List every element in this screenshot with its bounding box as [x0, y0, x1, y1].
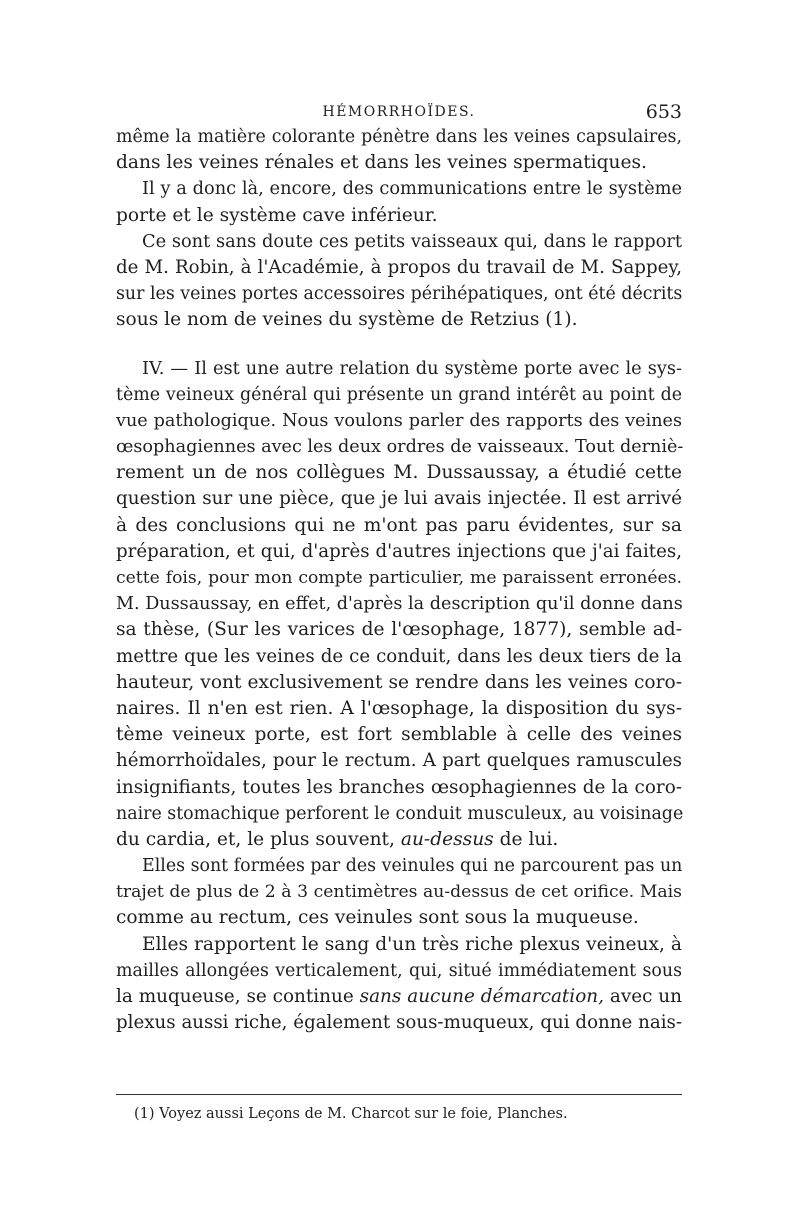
text-segment: avec un: [609, 986, 682, 1007]
text-line: hémorrhoïdales, pour le rectum. A part quelques ramuscules: [116, 750, 682, 772]
running-title: HÉMORRHOÏDES.: [322, 104, 476, 120]
text-line: œsophagiennes avec les deux ordres de vaisseaux. Tout derniè-: [116, 437, 684, 458]
text-line: hauteur, vont exclusivement se rendre dans les veines coro-: [116, 671, 682, 693]
text-line: tème veineux général qui présente un grand intérêt au point de: [116, 384, 682, 405]
text-line: Elles rapportent le sang d'un très riche plexus veineux, à: [142, 933, 682, 955]
italic-phrase: au-dessus: [400, 828, 494, 850]
text-line: préparation, et qui, d'après d'autres injections que j'ai faites,: [116, 540, 682, 562]
text-line: à des conclusions qui ne m'ont pas paru évidentes, sur sa: [116, 514, 682, 536]
text-line: rement un de nos collègues M. Dussaussay, a étudié cette: [116, 462, 682, 484]
text-line: naire stomachique perforent le conduit musculeux, au voisinage: [116, 803, 684, 824]
text-line: de M. Robin, à l'Académie, à propos du travail de M. Sappey,: [116, 256, 682, 278]
section-gap: [116, 334, 682, 356]
text-line: Elles sont formées par des veinules qui ne parcourent pas un: [142, 856, 683, 877]
text-line: comme au rectum, ces veinules sont sous la muqueuse.: [116, 907, 639, 929]
text-segment: de lui.: [499, 828, 559, 850]
text-line: question sur une pièce, que je lui avais injectée. Il est arrivé: [116, 488, 682, 510]
text-line: tème veineux porte, est fort semblable à celle des veines: [116, 724, 682, 746]
italic-phrase: sans aucune démarcation,: [359, 986, 604, 1007]
text-line: plexus aussi riche, également sous-muqueux, qui donne nais-: [116, 1012, 682, 1034]
text-line: dans les veines rénales et dans les veines spermatiques.: [116, 152, 647, 174]
text-line: Ce sont sans doute ces petits vaisseaux qui, dans le rapport: [142, 230, 682, 252]
footnote: (1) Voyez aussi Leçons de M. Charcot sur le foie, Planches.: [134, 1106, 568, 1122]
text-line: [116, 827, 682, 853]
page-number: 653: [645, 101, 682, 123]
text-line: mettre que les veines de ce conduit, dans les deux tiers de la: [116, 645, 682, 667]
text-line: trajet de plus de 2 à 3 centimètres au-dessus de cet orifice. Mais: [116, 882, 682, 903]
footnote-rule: [116, 1094, 682, 1095]
text-line: vue pathologique. Nous voulons parler des rapports des veines: [116, 410, 682, 431]
text-line: sa thèse, (Sur les varices de l'œsophage, 1877), semble ad-: [116, 619, 682, 641]
body-text: [116, 124, 682, 1036]
text-line: [116, 984, 682, 1010]
text-line: sur les veines portes accessoires périhépatiques, ont été décrits: [116, 284, 683, 305]
text-line: même la matière colorante pénètre dans les veines capsulaires,: [116, 127, 682, 147]
text-line: M. Dussaussay, en effet, d'après la description qu'il donne dans: [116, 594, 683, 615]
text-line: Il y a donc là, encore, des communications entre le système: [142, 178, 682, 200]
text-line: IV. — Il est une autre relation du système porte avec le sys-: [142, 357, 682, 379]
text-line: mailles allongées verticalement, qui, situé immédiatement sous: [116, 960, 682, 981]
text-line: insignifiants, toutes les branches œsophagiennes de la coro-: [116, 776, 682, 798]
text-line: cette fois, pour mon compte particulier, me paraissent erronées.: [116, 568, 682, 588]
text-line: porte et le système cave inférieur.: [116, 204, 438, 226]
text-segment: du cardia, et, le plus souvent,: [116, 828, 395, 850]
text-line: sous le nom de veines du système de Retzius (1).: [116, 309, 578, 331]
text-segment: la muqueuse, se continue: [116, 986, 354, 1007]
text-line: naires. Il n'en est rien. A l'œsophage, la disposition du sys-: [116, 697, 682, 719]
